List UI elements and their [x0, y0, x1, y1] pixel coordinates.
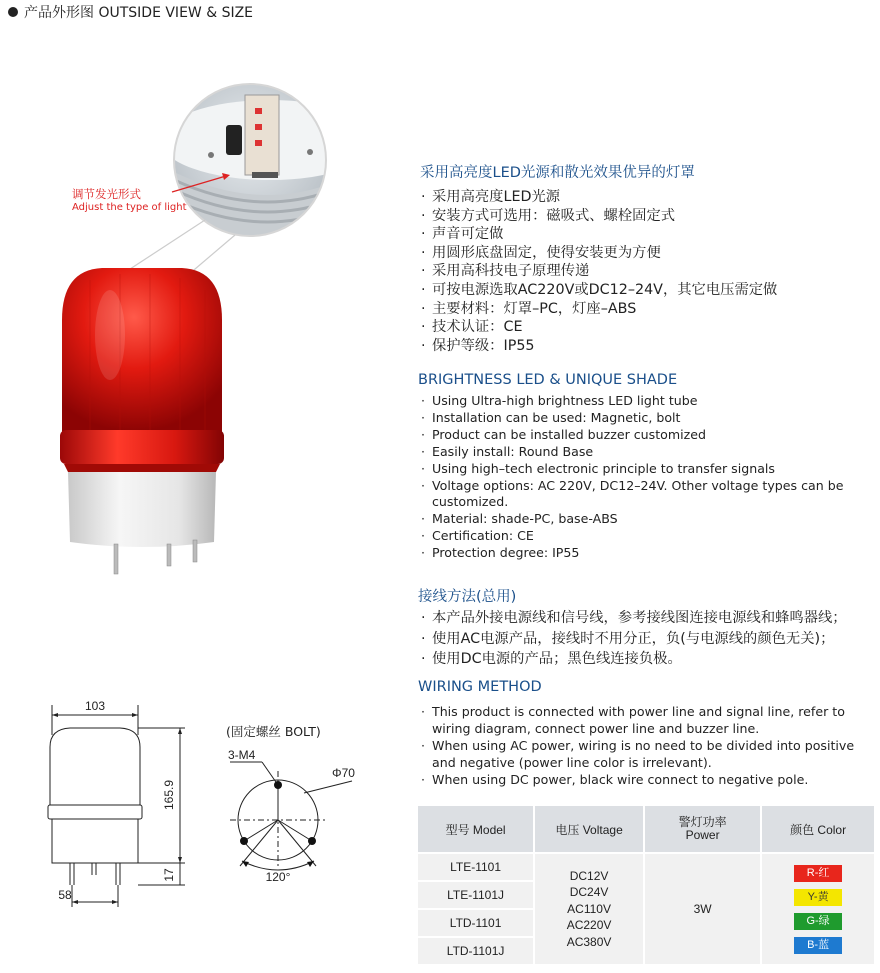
- list-item: · 声音可定做: [418, 225, 858, 244]
- dim-base-label: 17: [162, 868, 176, 882]
- features-zh-title: 采用高亮度LED光源和散光效果优异的灯罩: [420, 165, 695, 181]
- dimension-drawing: [30, 695, 200, 915]
- list-item: · 安装方式可选用：磁吸式、螺栓固定式: [418, 207, 858, 226]
- bolt-screw-label: 3-M4: [228, 748, 256, 762]
- voltage-cell: [534, 853, 644, 965]
- list-item: · Product can be installed buzzer customized: [418, 427, 848, 444]
- list-item: · Material: shade-PC, base-ABS: [418, 511, 848, 528]
- voltage-item: DC12V: [569, 868, 609, 883]
- color-chip-yellow: Y-黄: [794, 889, 842, 906]
- annotation-label-zh: 调节发光形式: [72, 187, 141, 201]
- color-chip-green: G-绿: [794, 913, 842, 930]
- model-cell: LTD-1101J: [417, 937, 534, 965]
- bullet-icon: [8, 7, 18, 17]
- header-voltage: 电压 Voltage: [534, 805, 644, 853]
- bolt-diagram: [220, 745, 380, 885]
- header-power-en: Power: [685, 828, 720, 842]
- voltage-item: DC24V: [569, 885, 609, 900]
- bolt-title: (固定螺丝 BOLT): [226, 724, 321, 739]
- voltage-item: AC380V: [566, 934, 612, 949]
- wiring-zh-title: 接线方法(总用): [418, 589, 517, 605]
- product-illustration: [40, 80, 340, 590]
- list-item: · Protection degree: IP55: [418, 545, 848, 562]
- voltage-item: AC220V: [566, 918, 612, 933]
- color-cell: [761, 853, 875, 965]
- voltage-item: AC110V: [567, 901, 611, 916]
- header-color: 颜色 Color: [761, 805, 875, 853]
- bolt-angle-label: 120°: [265, 870, 291, 884]
- list-item: · 本产品外接电源线和信号线，参考接线图连接电源线和蜂鸣器线；: [418, 608, 878, 629]
- list-item: · Installation can be used: Magnetic, bolt: [418, 410, 848, 427]
- power-cell: 3W: [644, 853, 761, 965]
- bolt-diameter-label: Φ70: [332, 766, 355, 780]
- features-en-title: BRIGHTNESS LED & UNIQUE SHADE: [418, 372, 678, 388]
- list-item: · 用圆形底盘固定，使得安装更为方便: [418, 244, 858, 263]
- wiring-en-title: WIRING METHOD: [418, 679, 542, 695]
- dim-pins-label: 58: [58, 888, 72, 902]
- list-item: · When using AC power, wiring is no need to be divided into positive and negative (power line color is irrelevant).: [418, 737, 873, 771]
- features-zh-list: [418, 188, 858, 355]
- list-item: · 主要材料：灯罩–PC，灯座–ABS: [418, 300, 858, 319]
- list-item: · Certification: CE: [418, 528, 848, 545]
- model-cell: LTD-1101: [417, 909, 534, 937]
- table-header-row: [417, 805, 875, 853]
- table-row: [417, 853, 875, 881]
- color-chip-red: R-红: [794, 865, 842, 882]
- zoom-detail: [160, 84, 340, 250]
- list-item: · 保护等级：IP55: [418, 337, 858, 356]
- header-power: [644, 805, 761, 853]
- list-item: · Using high–tech electronic principle to transfer signals: [418, 461, 848, 478]
- list-item: · 可按电源选取AC220V或DC12–24V，其它电压需定做: [418, 281, 858, 300]
- list-item: · 使用AC电源产品，接线时不用分正，负(与电源线的颜色无关)；: [418, 629, 878, 650]
- dim-width-label: 103: [84, 699, 106, 713]
- color-chip-blue: B-蓝: [794, 937, 842, 954]
- header-model: 型号 Model: [417, 805, 534, 853]
- beacon-lamp: [60, 268, 224, 574]
- list-item: · Voltage options: AC 220V, DC12–24V. Other voltage types can be customized.: [418, 478, 848, 512]
- list-item: · 采用高科技电子原理传递: [418, 262, 858, 281]
- spec-table: [416, 804, 876, 966]
- annotation-label-en: Adjust the type of light: [72, 202, 187, 213]
- list-item: · 采用高亮度LED光源: [418, 188, 858, 207]
- list-item: · This product is connected with power line and signal line, refer to wiring diagram, connect power line and buzzer line.: [418, 703, 873, 737]
- model-cell: LTE-1101: [417, 853, 534, 881]
- page-header: [8, 2, 253, 22]
- features-en-list: [418, 393, 848, 562]
- page-title: 产品外形图 OUTSIDE VIEW & SIZE: [24, 5, 254, 21]
- header-power-zh: 警灯功率: [678, 815, 727, 829]
- model-cell: LTE-1101J: [417, 881, 534, 909]
- list-item: · Using Ultra-high brightness LED light tube: [418, 393, 848, 410]
- list-item: · Easily install: Round Base: [418, 444, 848, 461]
- wiring-en-list: [418, 703, 873, 788]
- list-item: · 技术认证：CE: [418, 318, 858, 337]
- list-item: · 使用DC电源的产品；黑色线连接负极。: [418, 649, 878, 670]
- list-item: · When using DC power, black wire connect to negative pole.: [418, 771, 873, 788]
- dim-height-label: 165.9: [162, 779, 176, 811]
- wiring-zh-list: [418, 608, 878, 670]
